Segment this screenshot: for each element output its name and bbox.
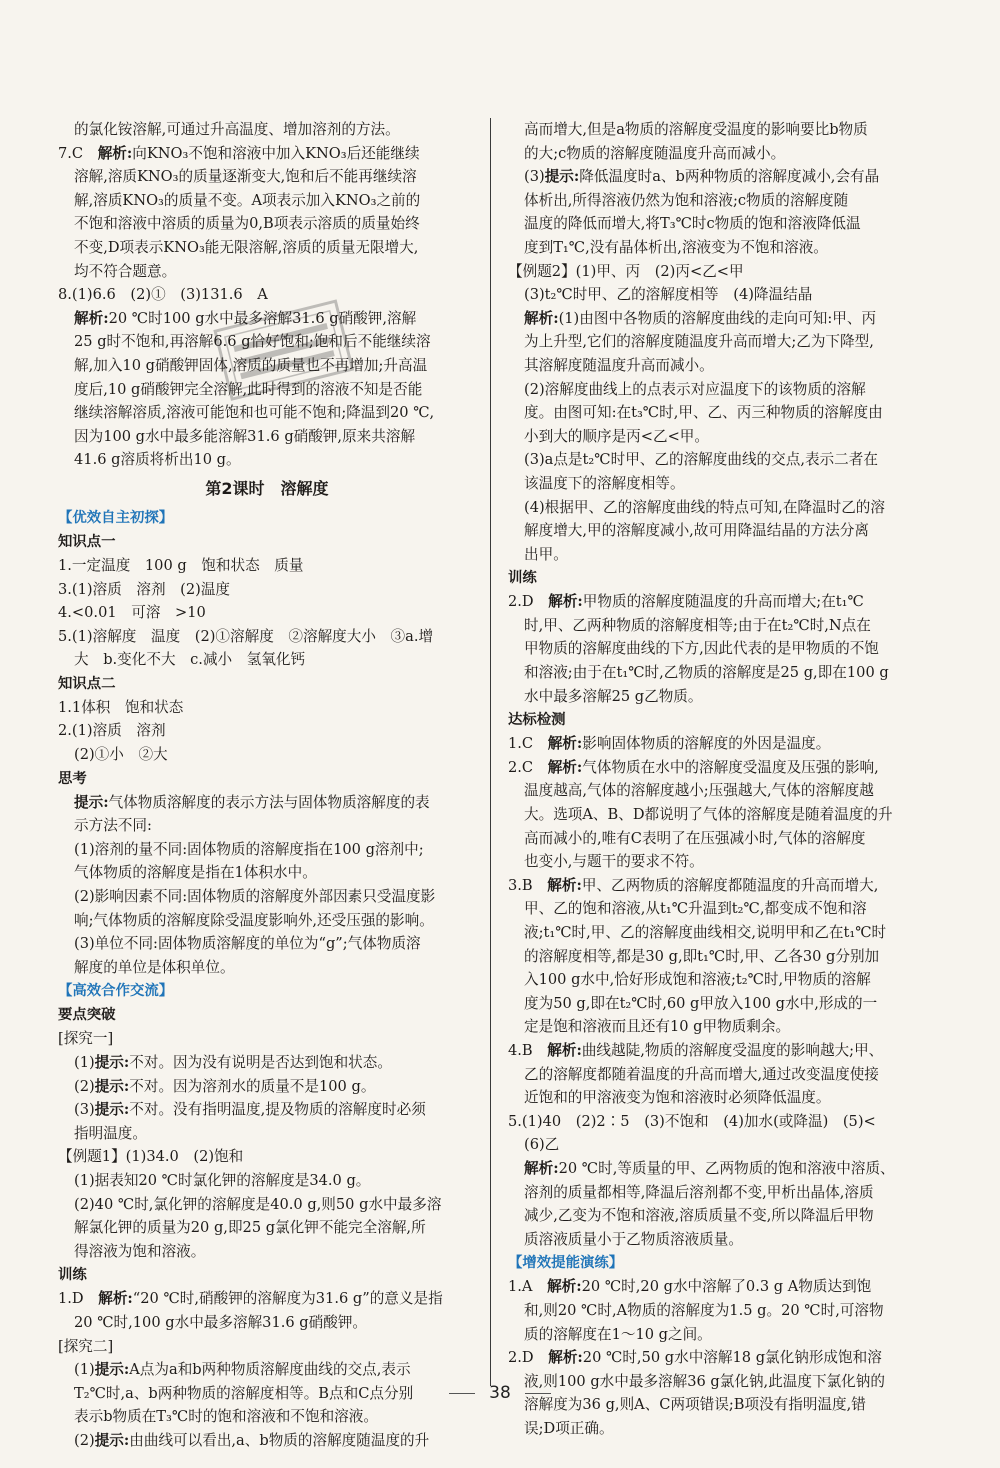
text-line: (1)溶剂的量不同:固体物质的溶解度指在100 g溶剂中; [74,840,424,858]
text-line: 减少,乙变为不饱和溶液,溶质质量不变,所以降温后甲物 [524,1207,874,1225]
text-line: 4.<0.01 可溶 >10 [58,604,206,622]
text-line: 和溶液;由于在t₁℃时,乙物质的溶解度是25 g,即在100 g [524,664,889,682]
text-line: 液,则100 g水中最多溶解36 g氯化钠,此温度下氯化钠的 [524,1372,885,1390]
text-line: [探究二] [58,1337,114,1355]
text-line: (2)影响因素不同:固体物质的溶解度外部因素只受温度影 [74,888,436,906]
dash-left [449,1393,475,1394]
text-line: 度到T₁℃,没有晶体析出,溶液变为不饱和溶液。 [524,238,828,256]
text-line: 2.C 解析:气体物质在水中的溶解度受温度及压强的影响, [508,758,879,776]
text-line: 解析:20 ℃时100 g水中最多溶解31.6 g硝酸钾,溶解 [74,309,417,327]
text-line: 液;t₁℃时,甲、乙的溶解度曲线相交,说明甲和乙在t₁℃时 [524,924,887,941]
text-line: 温度越高,气体的溶解度越小;压强越大,气体的溶解度越 [524,782,874,800]
left-block-2 [58,530,476,980]
text-line: 度。由图可知:在t₃℃时,甲、乙、丙三种物质的溶解度由 [524,404,883,422]
text-line: 示方法不同: [74,817,152,835]
text-line: 溶剂的质量都相等,降温后溶剂都不变,甲析出晶体,溶质 [524,1183,874,1201]
text-line: 解氯化钾的质量为20 g,即25 g氯化钾不能完全溶解,所 [74,1219,426,1237]
text-line: 5.(1)溶解度 温度 (2)①溶解度 ②溶解度大小 ③a.增 [58,627,434,645]
text-line: 溶解度为36 g,则A、C两项错误;B项没有指明温度,错 [524,1396,866,1414]
text-line: 响;气体物质的溶解度除受温度影响外,还受压强的影响。 [74,911,434,929]
text-line: (1)提示:不对。因为没有说明是否达到饱和状态。 [74,1054,392,1071]
text-line: 也变小,与题干的要求不符。 [524,853,704,871]
text-line: 该温度下的溶解度相等。 [524,474,685,492]
section-heading-2: 【高效合作交流】 [58,983,174,1000]
text-line: 入100 g水中,恰好形成饱和溶液;t₂℃时,甲物质的溶解 [524,971,871,989]
subheading: 知识点二 [58,675,116,692]
text-line: 度为50 g,即在t₂℃时,60 g甲放入100 g水中,形成的一 [524,994,878,1012]
dash-right [525,1393,551,1394]
text-line: 的大;c物质的溶解度随温度升高而减小。 [524,144,786,162]
text-line: 3.B 解析:甲、乙两物质的溶解度都随温度的升高而增大, [508,876,879,894]
text-line: 气体物质的溶解度是指在1体积水中。 [74,864,317,882]
text-line: 1.D 解析:“20 ℃时,硝酸钾的溶解度为31.6 g”的意义是指 [58,1290,443,1308]
text-line: 出甲。 [524,545,568,563]
text-line: 甲、乙的饱和溶液,从t₁℃升温到t₂℃,都变成不饱和溶 [524,900,867,918]
text-line: 溶解,溶质KNO₃的质量逐渐变大,饱和后不能再继续溶 [74,168,417,186]
text-line: 解析:(1)由图中各物质的溶解度曲线的走向可知:甲、丙 [524,309,877,327]
subheading: 知识点一 [58,533,116,550]
text-line: 指明温度。 [74,1124,147,1142]
text-line: (6)乙 [524,1136,560,1154]
text-line: (2)提示:由曲线可以看出,a、b物质的溶解度随温度的升 [74,1431,430,1449]
text-line: (3)a点是t₂℃时甲、乙的溶解度曲线的交点,表示二者在 [524,451,878,469]
text-line: 表示b物质在T₃℃时的饱和溶液和不饱和溶液。 [74,1408,378,1426]
text-line: 继续溶解溶质,溶液可能饱和也可能不饱和;降温到20 ℃, [74,404,435,422]
subheading: 训练 [508,570,537,587]
text-line: 和,则20 ℃时,A物质的溶解度为1.5 g。20 ℃时,可溶物 [524,1301,884,1319]
section-heading-1: 【优效自主初探】 [58,509,174,526]
text-line: 20 ℃时,100 g水中最多溶解31.6 g硝酸钾。 [74,1313,368,1331]
right-block-1 [508,118,938,1251]
subheading: 要点突破 [58,1007,116,1024]
text-line: [探究一] [58,1030,114,1048]
text-line: (1)据表知20 ℃时氯化钾的溶解度是34.0 g。 [74,1171,371,1189]
text-line: T₂℃时,a、b两种物质的溶解度相等。B点和C点分别 [74,1384,414,1402]
subheading: 训练 [58,1267,87,1284]
text-line: (3)提示:不对。没有指明温度,提及物质的溶解度时必须 [74,1101,426,1119]
text-line: 1.一定温度 100 g 饱和状态 质量 [58,556,304,574]
text-line: 解,溶质KNO₃的质量不变。A项表示加入KNO₃之前的 [74,191,421,209]
lesson-title: 第2课时 溶解度 [205,478,329,498]
text-line: 不饱和溶液中溶质的质量为0,B项表示溶质的质量始终 [74,215,420,233]
right-block-2 [508,1275,938,1440]
text-line: 2.(1)溶质 溶剂 [58,722,166,740]
text-line: 近饱和的甲溶液变为饱和溶液时必须降低温度。 [524,1089,831,1107]
text-line: 2.D 解析:甲物质的溶解度随温度的升高而增大;在t₁℃ [508,593,864,611]
text-line: 的溶解度相等,都是30 g,即t₁℃时,甲、乙各30 g分别加 [524,947,880,965]
text-line: (2)溶解度曲线上的点表示对应温度下的该物质的溶解 [524,380,866,398]
text-line: 小到大的顺序是丙<乙<甲。 [524,427,709,445]
text-line: 定是饱和溶液而且还有10 g甲物质剩余。 [524,1018,791,1036]
text-line: 1.A 解析:20 ℃时,20 g水中溶解了0.3 g A物质达到饱 [508,1278,872,1296]
text-line: 甲物质的溶解度曲线的下方,因此代表的是甲物质的不饱 [524,640,879,658]
text-line: 解,加入10 g硝酸钾固体,溶质的质量也不再增加;升高温 [74,356,428,374]
text-line: (4)根据甲、乙的溶解度曲线的特点可知,在降温时乙的溶 [524,498,885,516]
text-line: (2)提示:不对。因为溶剂水的质量不是100 g。 [74,1077,376,1095]
text-line: 5.(1)40 (2)2∶5 (3)不饱和 (4)加水(或降温) (5)< [508,1112,876,1130]
text-line: 高而增大,但是a物质的溶解度受温度的影响要比b物质 [524,121,868,138]
text-line: 质的溶解度在1～10 g之间。 [524,1325,712,1343]
text-line: 提示:气体物质溶解度的表示方法与固体物质溶解度的表 [74,793,430,811]
text-line: 时,甲、乙两种物质的溶解度相等;由于在t₂℃时,N点在 [524,616,871,634]
text-line: 温度的降低而增大,将T₃℃时c物质的饱和溶液降低温 [524,215,861,233]
text-line: 的氯化铵溶解,可通过升高温度、增加溶剂的方法。 [74,121,400,138]
text-line: 体析出,所得溶液仍然为饱和溶液;c物质的溶解度随 [524,191,849,209]
text-line: 得溶液为饱和溶液。 [74,1242,206,1260]
text-line: 解析:20 ℃时,等质量的甲、乙两物质的饱和溶液中溶质、 [524,1159,895,1177]
text-line: 3.(1)溶质 溶剂 (2)温度 [58,580,231,598]
text-line: 7.C 解析:向KNO₃不饱和溶液中加入KNO₃后还能继续 [58,144,420,162]
text-line: 均不符合题意。 [74,262,177,280]
column-divider [490,118,491,1386]
text-line: (3)提示:降低温度时a、b两种物质的溶解度减小,会有晶 [524,168,880,186]
text-line: 【例题1】(1)34.0 (2)饱和 [58,1148,244,1166]
text-line: 1.C 解析:影响固体物质的溶解度的外因是温度。 [508,735,831,753]
text-line: 解度的单位是体积单位。 [74,958,235,976]
text-line: 高而减小的,唯有C表明了在压强减小时,气体的溶解度 [524,829,866,847]
text-line: 水中最多溶解25 g乙物质。 [524,687,703,705]
text-line: (1)提示:A点为a和b两种物质溶解度曲线的交点,表示 [74,1361,411,1379]
section-heading-3: 【增效提能演练】 [508,1255,624,1272]
text-line: 25 g时不饱和,再溶解6.6 g恰好饱和;饱和后不能继续溶 [74,333,431,351]
right-column [508,118,938,1440]
text-line: 1.1体积 饱和状态 [58,698,184,716]
left-block-1 [58,118,476,472]
text-line: 误;D项正确。 [524,1419,614,1437]
text-line: (3)单位不同:固体物质溶解度的单位为“g”;气体物质溶 [74,935,421,953]
text-line: 41.6 g溶质将析出10 g。 [74,451,241,469]
text-line: 大。选项A、B、D都说明了气体的溶解度是随着温度的升 [524,806,893,824]
text-line: 因为100 g水中最多能溶解31.6 g硝酸钾,原来共溶解 [74,427,416,445]
text-line: 质溶液质量小于乙物质溶液质量。 [524,1230,743,1248]
subheading: 思考 [58,770,87,787]
text-line: 【例题2】(1)甲、丙 (2)丙<乙<甲 [508,262,744,280]
text-line: 4.B 解析:曲线越陡,物质的溶解度受温度的影响越大;甲、 [508,1041,884,1059]
page-number-footer [0,1383,1000,1403]
left-column [58,118,476,1453]
text-line: 度后,10 g硝酸钾完全溶解,此时得到的溶液不知是否能 [74,380,423,398]
text-line: 解度增大,甲的溶解度减小,故可用降温结晶的方法分离 [524,522,869,540]
text-line: 大 b.变化不大 c.减小 氢氧化钙 [74,651,306,669]
text-line: (3)t₂℃时甲、乙的溶解度相等 (4)降温结晶 [524,286,813,304]
text-line: 其溶解度随温度升高而减小。 [524,356,714,374]
subheading: 达标检测 [508,712,566,729]
text-line: (2)40 ℃时,氯化钾的溶解度是40.0 g,则50 g水中最多溶 [74,1195,442,1213]
text-line: 8.(1)6.6 (2)① (3)131.6 A [58,286,268,304]
text-line: 2.D 解析:20 ℃时,50 g水中溶解18 g氯化钠形成饱和溶 [508,1349,882,1367]
text-line: 不变,D项表示KNO₃能无限溶解,溶质的质量无限增大, [74,238,419,256]
page-number: 38 [489,1383,511,1403]
text-line: 为上升型,它们的溶解度随温度升高而增大;乙为下降型, [524,333,874,351]
text-line: (2)①小 ②大 [74,746,168,764]
text-line: 乙的溶解度都随着温度的升高而增大,通过改变温度使接 [524,1065,879,1083]
